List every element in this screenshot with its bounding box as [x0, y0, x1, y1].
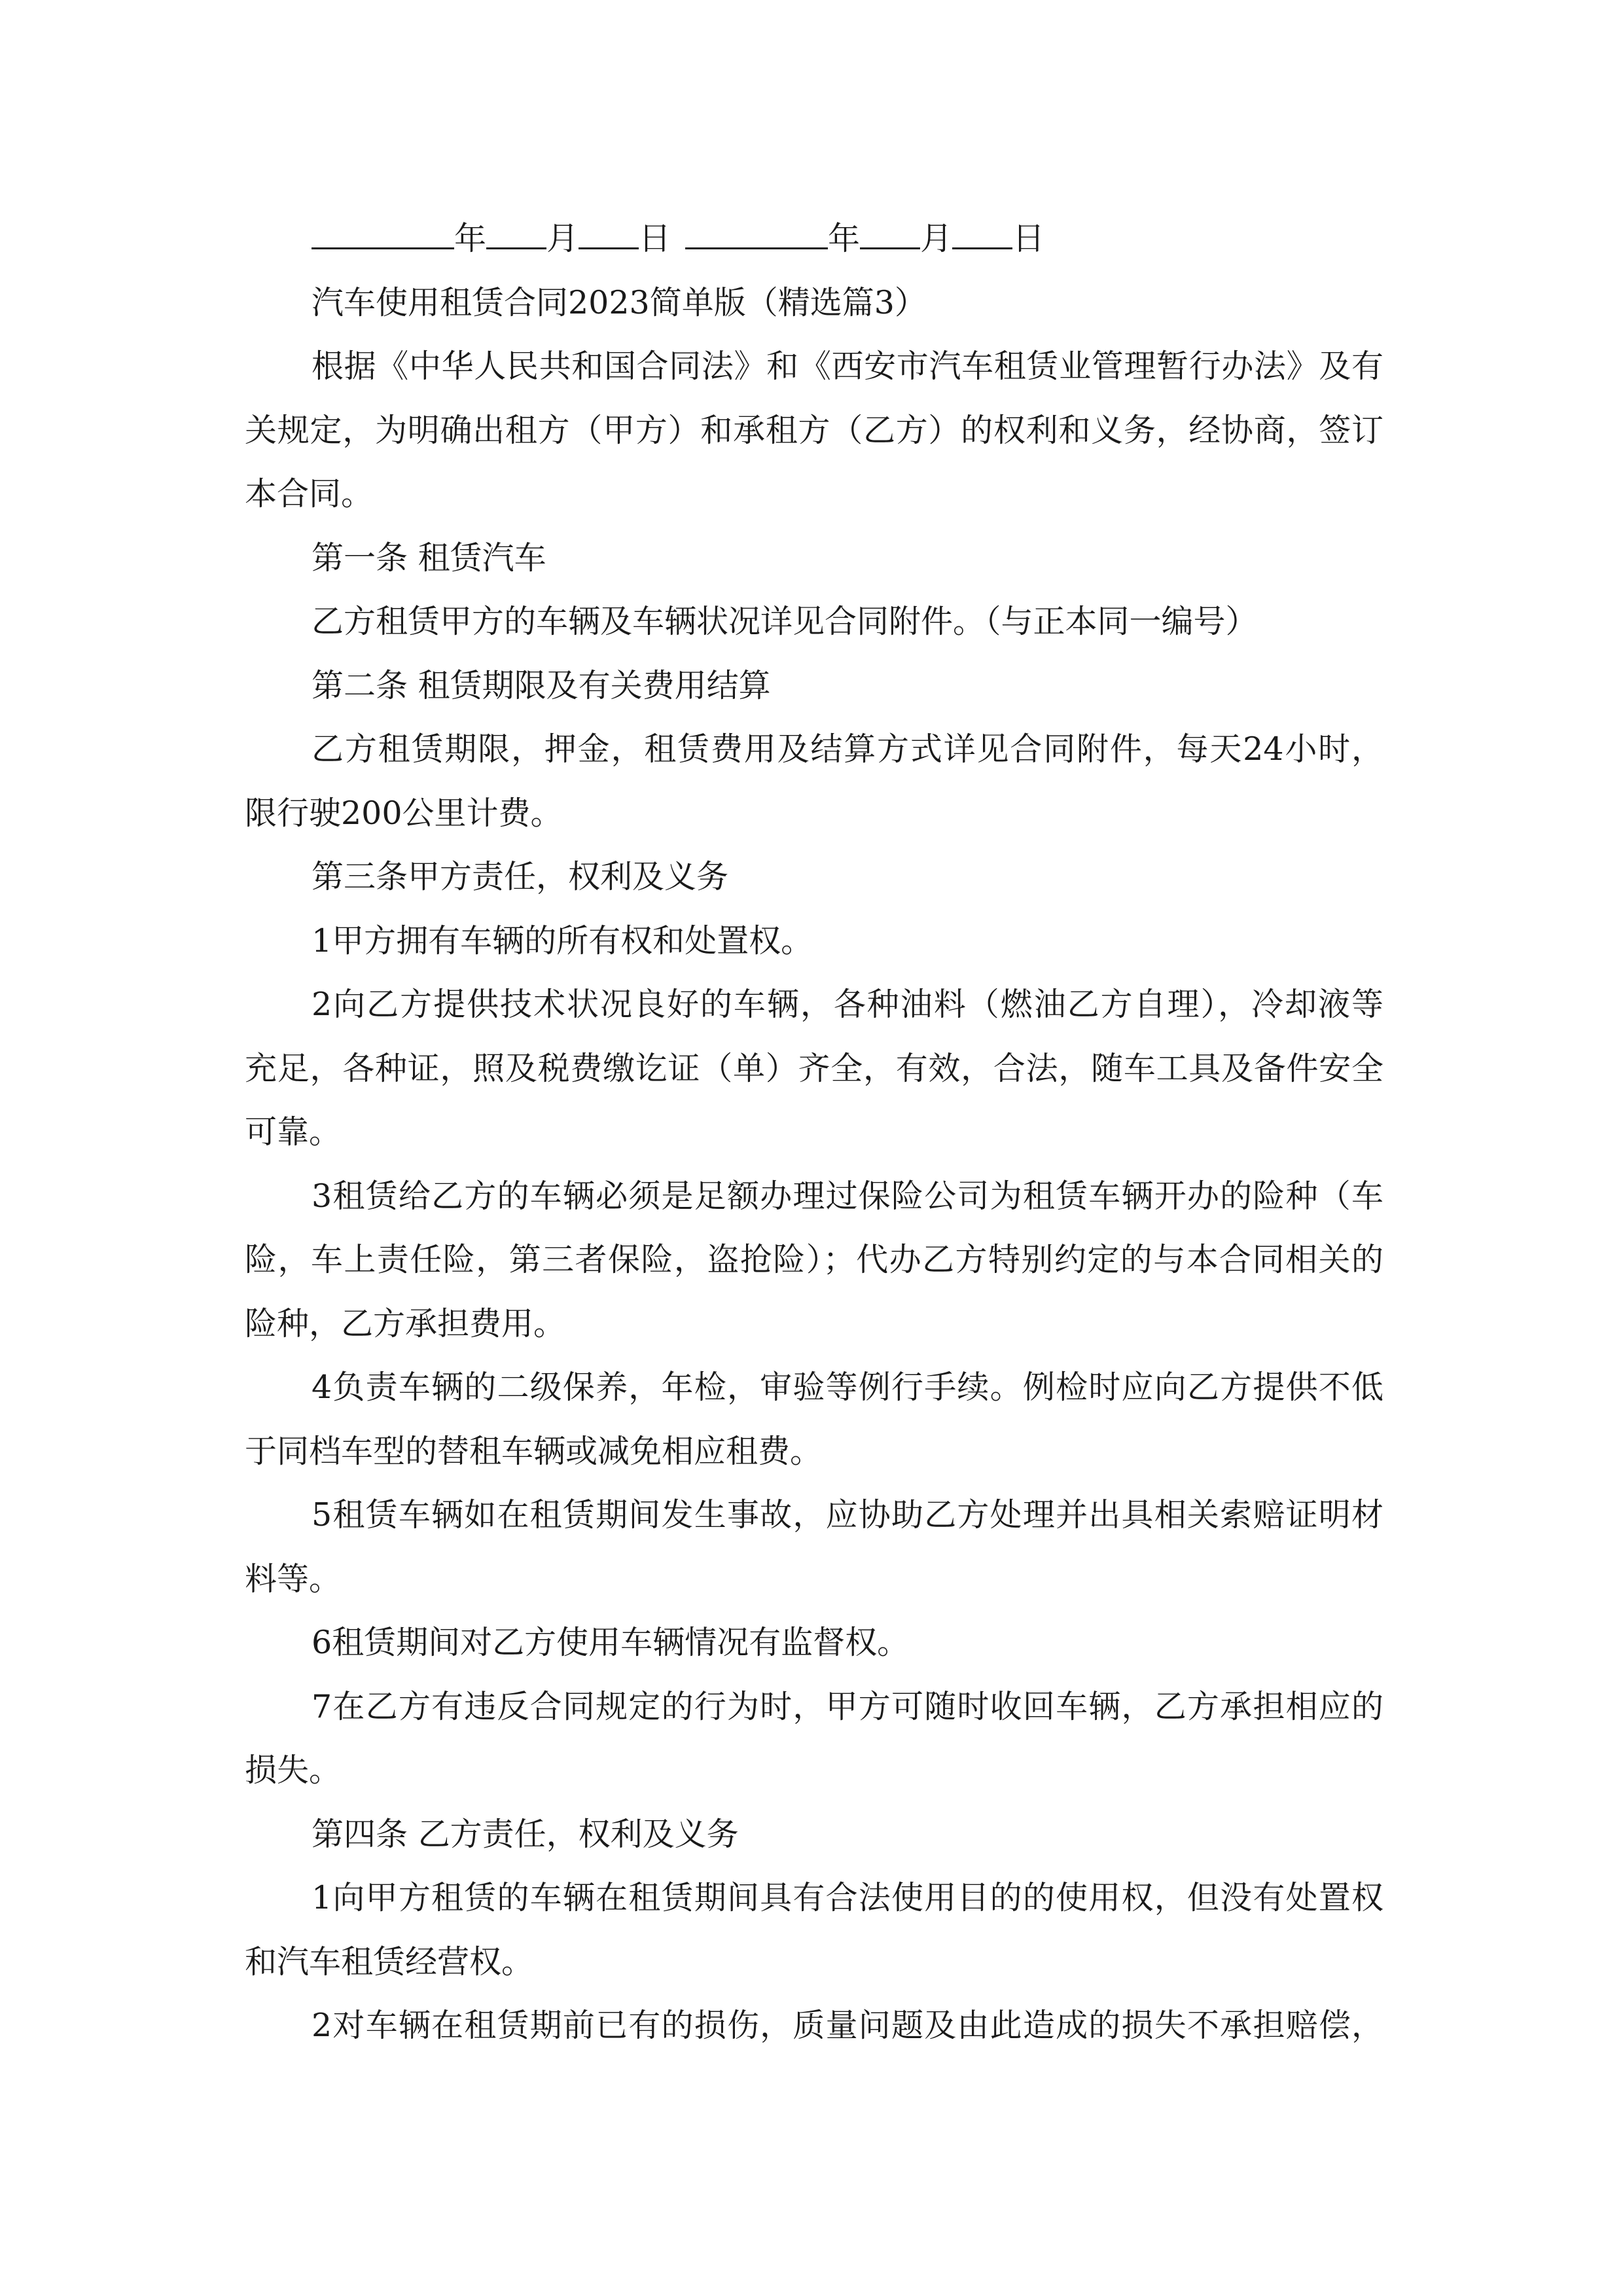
- year-blank: [312, 223, 454, 249]
- document-title: 汽车使用租赁合同2023简单版（精选篇3）: [312, 283, 927, 321]
- year-blank: [685, 223, 828, 249]
- year-label: 年: [828, 220, 861, 257]
- date-line: [245, 207, 1383, 271]
- article-3-item-3-line: 险，车上责任险，第三者保险，盗抢险）；代办乙方特别约定的与本合同相关的: [245, 1241, 1383, 1278]
- article-4-item-1-line: 1向甲方租赁的车辆在租赁期间具有合法使用目的的使用权，但没有处置权: [312, 1879, 1383, 1916]
- month-label: 月: [546, 220, 579, 257]
- intro-line: 根据《中华人民共和国合同法》和《西安市汽车租赁业管理暂行办法》及有: [312, 348, 1383, 385]
- article-2-heading: 第二条 租赁期限及有关费用结算: [312, 666, 771, 704]
- day-blank: [952, 223, 1012, 249]
- day-blank: [579, 223, 639, 249]
- article-4-item-2-line: 2对车辆在租赁期前已有的损伤，质量问题及由此造成的损失不承担赔偿，: [312, 2007, 1383, 2044]
- document-body: [245, 207, 1383, 2058]
- month-blank: [860, 223, 920, 249]
- intro-line: 本合同。: [245, 475, 374, 512]
- month-label: 月: [920, 220, 953, 257]
- article-3-item-4-line: 于同档车型的替租车辆或减免相应租费。: [245, 1432, 823, 1470]
- article-1-heading: 第一条 租赁汽车: [312, 539, 546, 577]
- article-3-item-4-line: 4负责车辆的二级保养，年检，审验等例行手续。例检时应向乙方提供不低: [312, 1369, 1383, 1406]
- article-3-item-2-line: 可靠。: [245, 1113, 342, 1151]
- article-3-item-3-line: 险种，乙方承担费用。: [245, 1304, 566, 1342]
- article-4-item-1-line: 和汽车租赁经营权。: [245, 1943, 534, 1981]
- month-blank: [486, 223, 546, 249]
- year-label: 年: [454, 220, 487, 257]
- article-3-item-7-line: 7在乙方有违反合同规定的行为时，甲方可随时收回车辆，乙方承担相应的: [312, 1687, 1383, 1725]
- article-1-body: 乙方租赁甲方的车辆及车辆状况详见合同附件。（与正本同一编号）: [312, 603, 1258, 640]
- day-label: 日: [639, 220, 671, 257]
- article-3-item-5-line: 料等。: [245, 1560, 342, 1598]
- intro-line: 关规定，为明确出租方（甲方）和承租方（乙方）的权利和义务，经协商，签订: [245, 411, 1383, 449]
- article-3-item-7-line: 损失。: [245, 1751, 342, 1789]
- article-3-item-2-line: 2向乙方提供技术状况良好的车辆，各种油料（燃油乙方自理），冷却液等: [312, 986, 1383, 1023]
- article-3-item-2-line: 充足，各种证，照及税费缴讫证（单）齐全，有效，合法，随车工具及备件安全: [245, 1049, 1383, 1087]
- article-4-heading: 第四条 乙方责任，权利及义务: [312, 1815, 739, 1853]
- article-2-body-line: 乙方租赁期限，押金，租赁费用及结算方式详见合同附件，每天24小时，: [312, 730, 1383, 768]
- article-3-item-5-line: 5租赁车辆如在租赁期间发生事故，应协助乙方处理并出具相关索赔证明材: [312, 1496, 1383, 1534]
- article-3-item-1: 1甲方拥有车辆的所有权和处置权。: [312, 922, 813, 960]
- article-3-item-3-line: 3租赁给乙方的车辆必须是足额办理过保险公司为租赁车辆开办的险种（车: [312, 1177, 1383, 1215]
- article-2-body-line: 限行驶200公里计费。: [245, 794, 563, 832]
- article-3-heading: 第三条甲方责任，权利及义务: [312, 858, 729, 895]
- day-label: 日: [1012, 220, 1045, 257]
- article-3-item-6: 6租赁期间对乙方使用车辆情况有监督权。: [312, 1624, 910, 1661]
